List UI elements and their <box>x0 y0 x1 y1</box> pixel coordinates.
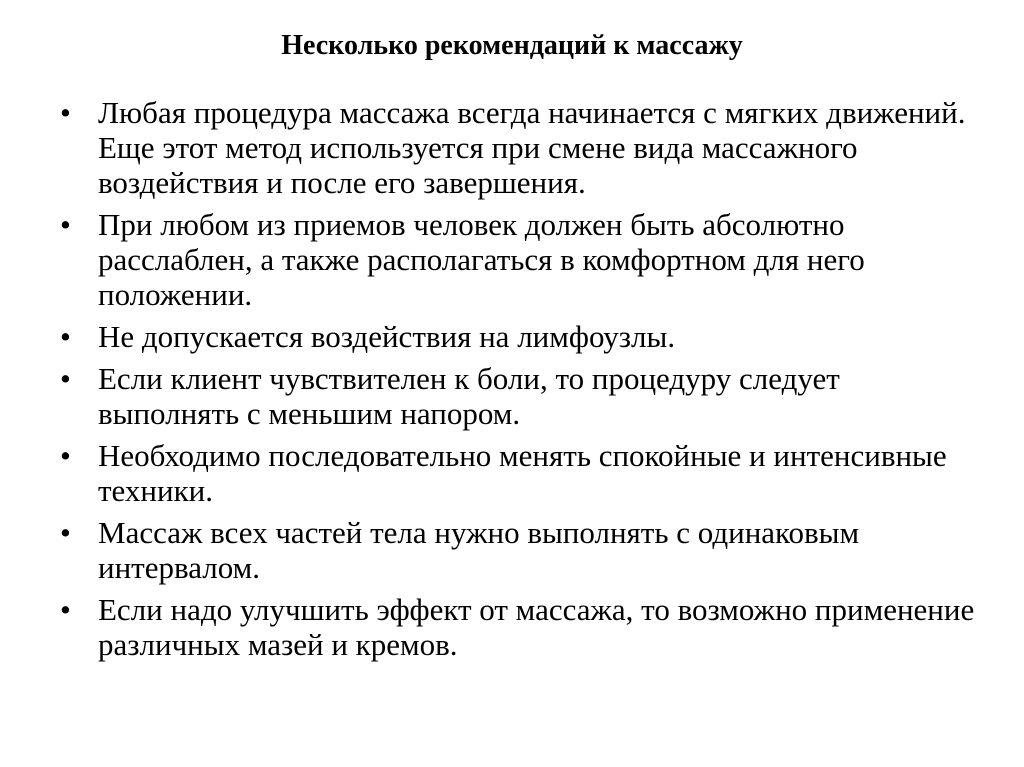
bullet-item <box>56 207 976 312</box>
bullet-icon: • <box>60 592 71 627</box>
slide-title: Несколько рекомендаций к массажу <box>281 30 743 61</box>
bullet-icon: • <box>60 95 71 130</box>
bullet-text: При любом из приемов человек должен быть абсолютно расслаблен, а также располагаться в комфортном для него положении. <box>98 207 865 312</box>
bullet-item <box>56 361 976 431</box>
bullet-icon: • <box>60 438 71 473</box>
bullet-text: Любая процедура массажа всегда начинается с мягких движений. Еще этот метод используется при смене вида массажного воздействия и после его завершения. <box>98 95 966 200</box>
bullet-list <box>56 95 976 669</box>
bullet-text: Массаж всех частей тела нужно выполнять с одинаковым интервалом. <box>98 515 860 585</box>
bullet-icon: • <box>60 319 71 354</box>
bullet-text: Если клиент чувствителен к боли, то процедуру следует выполнять с меньшим напором. <box>98 361 840 431</box>
bullet-icon: • <box>60 207 71 242</box>
bullet-item <box>56 95 976 200</box>
bullet-item <box>56 515 976 585</box>
bullet-icon: • <box>60 515 71 550</box>
bullet-text: Необходимо последовательно менять спокойные и интенсивные техники. <box>98 438 947 508</box>
bullet-text: Не допускается воздействия на лимфоузлы. <box>98 319 676 354</box>
bullet-icon: • <box>60 361 71 396</box>
bullet-item <box>56 592 976 662</box>
bullet-text: Если надо улучшить эффект от массажа, то возможно применение различных мазей и кремов. <box>98 592 975 662</box>
bullet-item <box>56 319 976 354</box>
bullet-item <box>56 438 976 508</box>
